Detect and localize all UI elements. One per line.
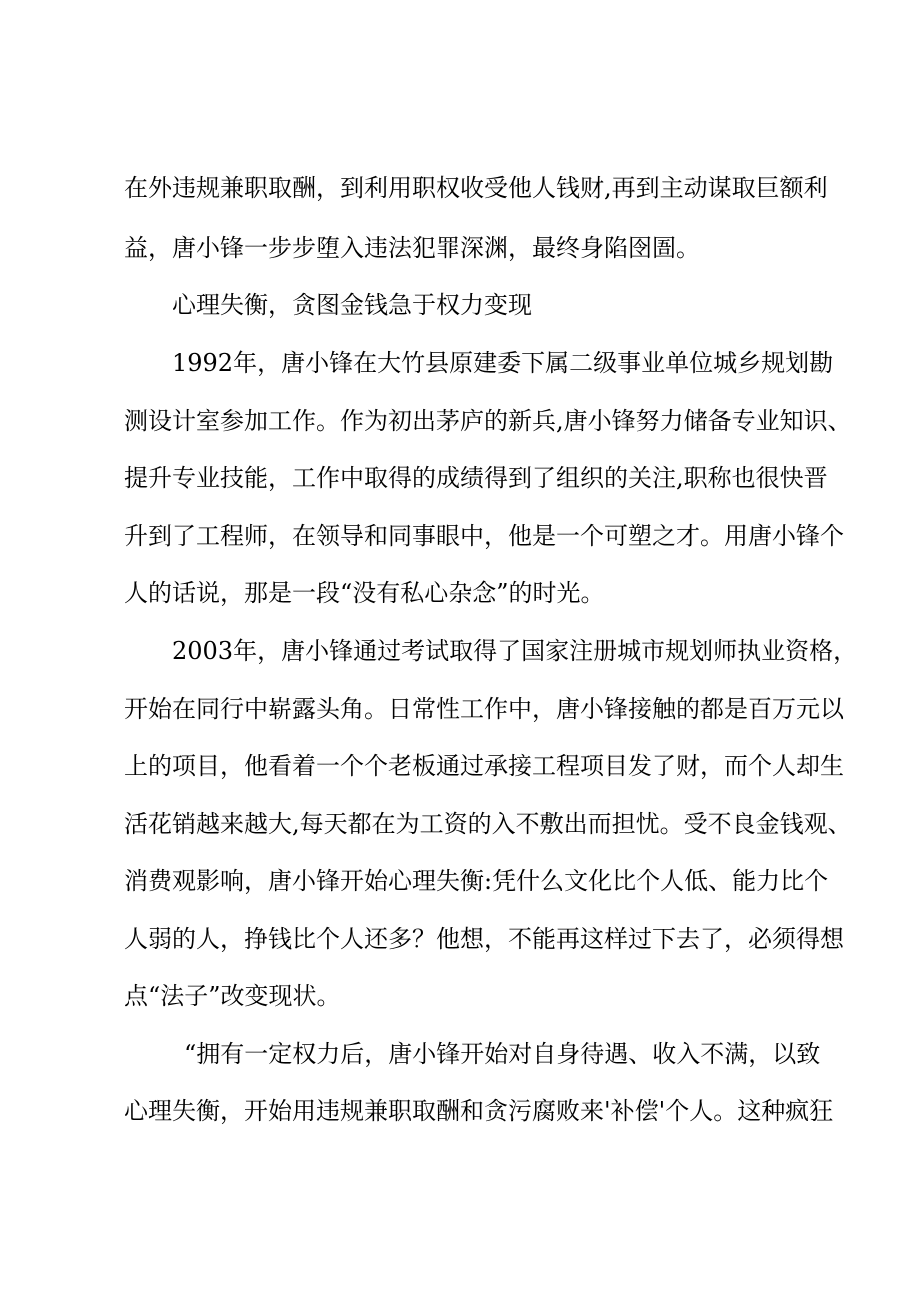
paragraph-line: 人弱的人，挣钱比个人还多？他想，不能再这样过下去了，必须得想 [124, 925, 844, 953]
paragraph-line: 消费观影响，唐小锋开始心理失衡:凭什么文化比个人低、能力比个 [124, 867, 829, 895]
paragraph-line: 在外违规兼职取酬，到利用职权收受他人钱财,再到主动谋取巨额利 [124, 174, 828, 202]
paragraph-line: 益，唐小锋一步步堕入违法犯罪深渊，最终身陷囹圄。 [124, 234, 700, 262]
paragraph-line: 活花销越来越大,每天都在为工资的入不敷出而担忧。受不良金钱观、 [124, 810, 852, 838]
section-heading: 心理失衡，贪图金钱急于权力变现 [172, 291, 532, 319]
paragraph-line: 2003年，唐小锋通过考试取得了国家注册城市规划师执业资格， [172, 637, 858, 665]
paragraph-line: 1992年，唐小锋在大竹县原建委下属二级事业单位城乡规划勘 [172, 349, 834, 377]
paragraph-line: 心理失衡，开始用违规兼职取酬和贪污腐败来'补偿'个人。这种疯狂 [124, 1097, 834, 1125]
paragraph-line: 开始在同行中崭露头角。日常性工作中，唐小锋接触的都是百万元以 [124, 695, 844, 723]
paragraph-line: 提升专业技能，工作中取得的成绩得到了组织的关注,职称也很快晋 [124, 464, 828, 492]
paragraph-line: 上的项目，他看着一个个老板通过承接工程项目发了财，而个人却生 [124, 752, 844, 780]
paragraph-line: 人的话说，那是一段“没有私心杂念”的时光。 [124, 579, 605, 607]
paragraph-line: “拥有一定权力后，唐小锋开始对自身待遇、收入不满，以致 [184, 1040, 821, 1068]
paragraph-line: 升到了工程师，在领导和同事眼中，他是一个可塑之才。用唐小锋个 [124, 522, 844, 550]
paragraph-line: 点“法子”改变现状。 [124, 982, 341, 1010]
paragraph-line: 测设计室参加工作。作为初出茅庐的新兵,唐小锋努力储备专业知识、 [124, 407, 852, 435]
